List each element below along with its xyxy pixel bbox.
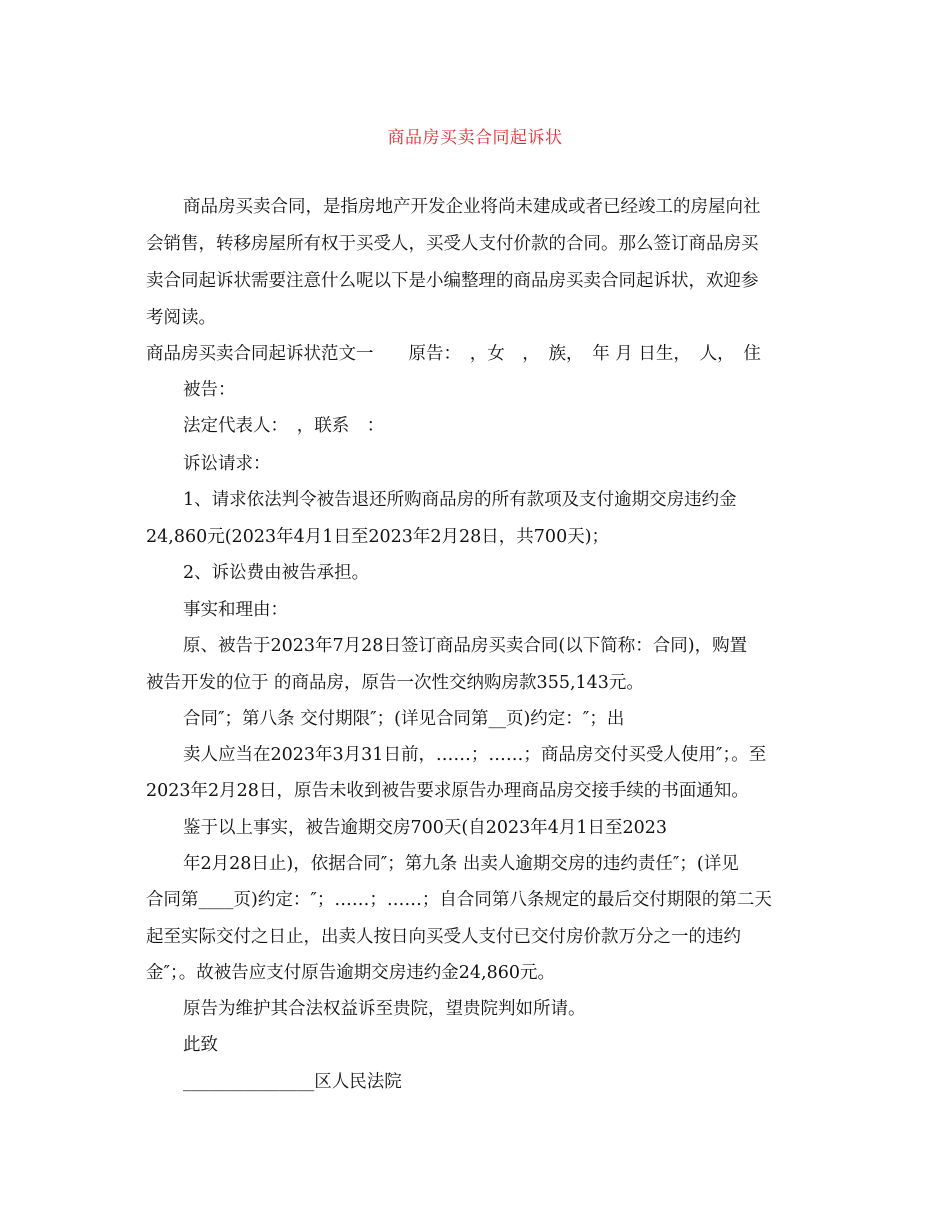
paragraph-line: 鉴于以上事实，被告逾期交房700天(自2023年4月1日至2023 xyxy=(183,818,668,838)
claims-heading: 诉讼请求： xyxy=(183,454,271,474)
paragraph-line: 金″；。故被告应支付原告逾期交房违约金24,860元。 xyxy=(146,963,556,983)
claim-item-continued: 24,860元(2023年4月1日至2023年2月28日，共700天)； xyxy=(146,527,610,547)
document-title: 商品房买卖合同起诉状 xyxy=(387,128,563,148)
facts-heading: 事实和理由： xyxy=(183,600,288,620)
paragraph-line: 会销售，转移房屋所有权于买受人，买受人支付价款的合同。那么签订商品房买 xyxy=(146,234,759,254)
claim-item: 2、诉讼费由被告承担。 xyxy=(183,563,370,583)
paragraph-line: 被告开发的位于 的商品房，原告一次性交纳购房款355,143元。 xyxy=(146,673,644,693)
paragraph-line: 起至实际交付之日止，出卖人按日向买受人支付已交付房价款万分之一的违约 xyxy=(146,927,741,947)
paragraph-line: 2023年2月28日，原告未收到被告要求原告办理商品房交接手续的书面通知。 xyxy=(146,781,749,801)
paragraph-line: 原、被告于2023年7月28日签订商品房买卖合同(以下简称：合同)，购置 xyxy=(183,636,748,656)
paragraph-line: 合同″；第八条 交付期限″；(详见合同第__页)约定：″；出 xyxy=(183,709,625,729)
paragraph-line: 合同第____页)约定：″；……；……；自合同第八条规定的最后交付期限的第二天 xyxy=(146,890,772,910)
sample-heading-line: 商品房买卖合同起诉状范文一 原告： ，女 ， 族， 年 月 日生， 人， 住 xyxy=(146,344,761,364)
paragraph-line: 卖合同起诉状需要注意什么呢以下是小编整理的商品房买卖合同起诉状，欢迎参 xyxy=(146,271,759,291)
claim-item: 1、请求依法判令被告退还所购商品房的所有款项及支付逾期交房违约金 xyxy=(183,490,737,510)
paragraph-line: 商品房买卖合同，是指房地产开发企业将尚未建成或者已经竣工的房屋向社 xyxy=(183,197,761,217)
paragraph-line: 原告为维护其合法权益诉至贵院，望贵院判如所请。 xyxy=(183,999,586,1019)
closing-line: 此致 xyxy=(183,1035,218,1055)
legal-representative-line: 法定代表人： ，联系 ： xyxy=(183,416,385,436)
paragraph-line: 考阅读。 xyxy=(146,308,216,328)
paragraph-line: 卖人应当在2023年3月31日前，……；……；商品房交付买受人使用″；。至 xyxy=(183,745,767,765)
court-address-line: _______________区人民法院 xyxy=(183,1072,402,1092)
paragraph-line: 年2月28日止)，依据合同″；第九条 出卖人逾期交房的违约责任″；(详见 xyxy=(183,854,739,874)
defendant-line: 被告： xyxy=(183,380,236,400)
